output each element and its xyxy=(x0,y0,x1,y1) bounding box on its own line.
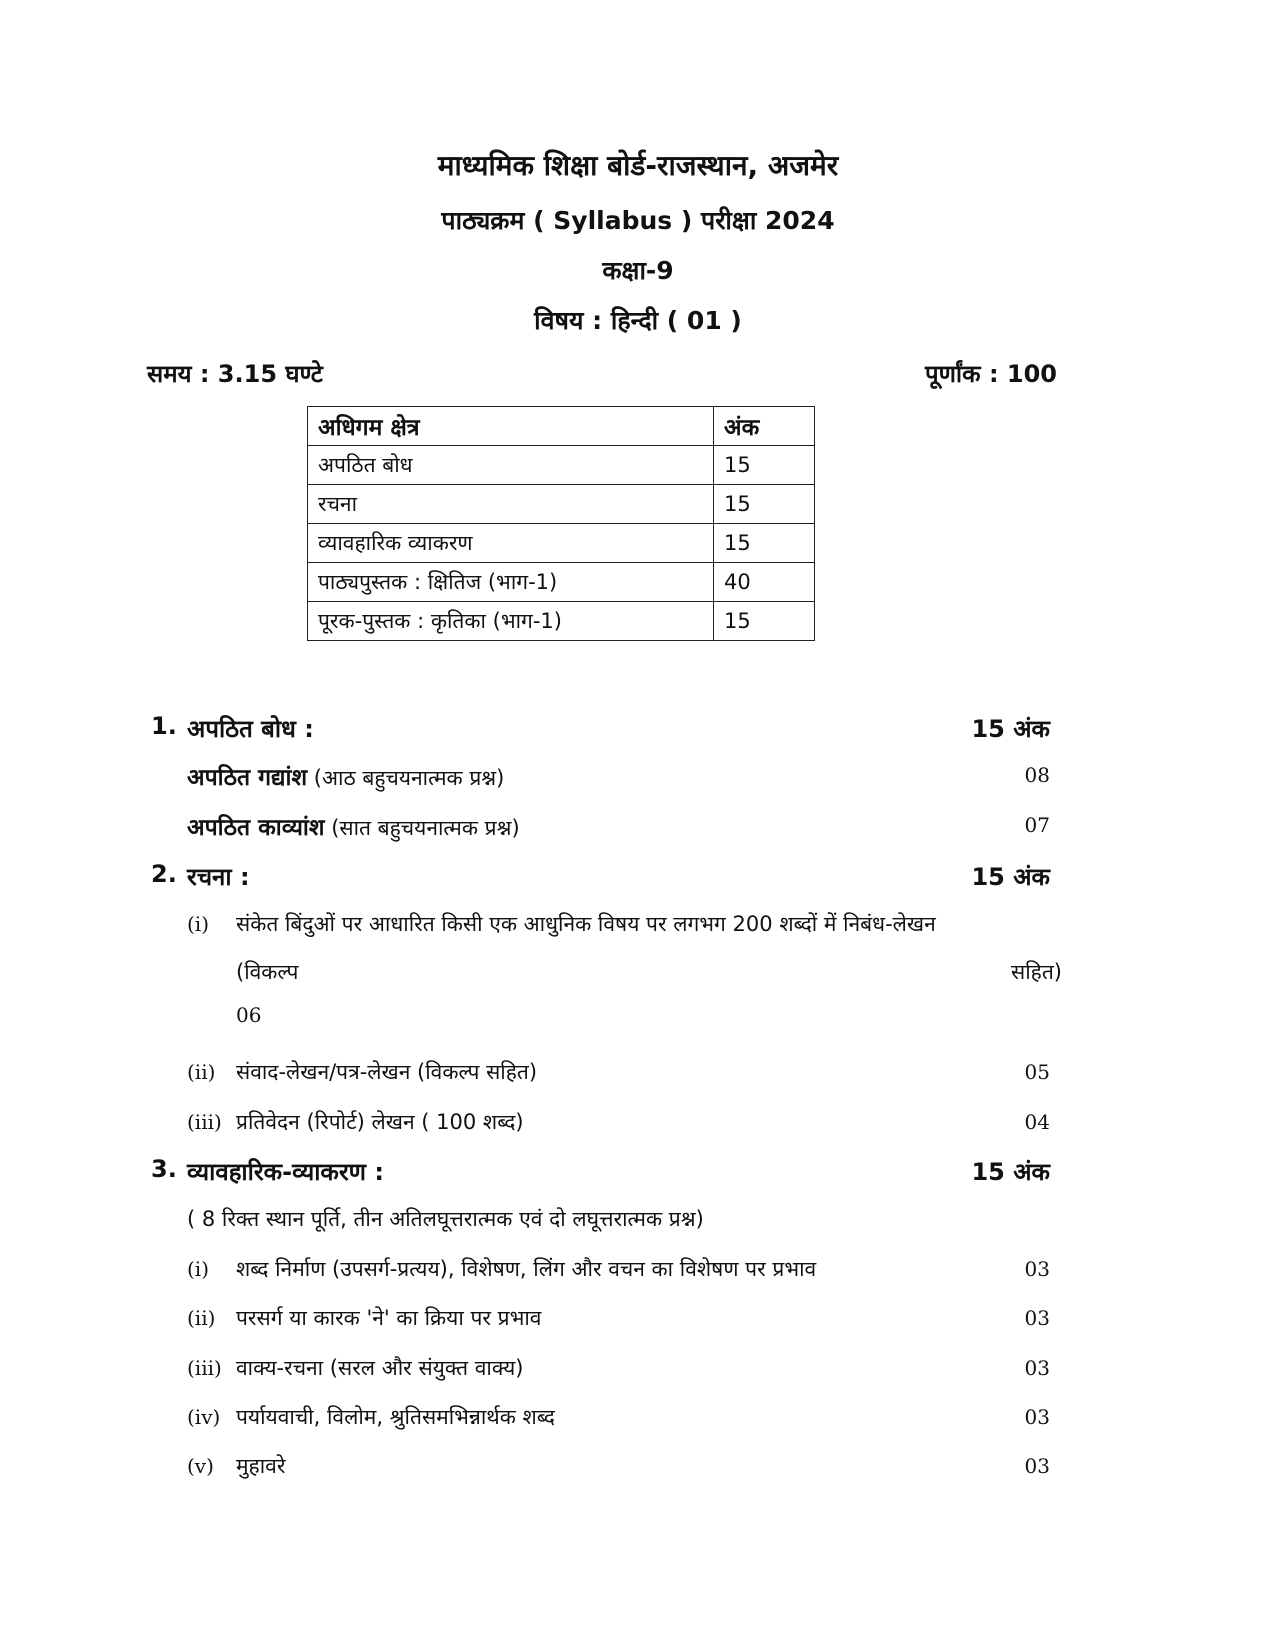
item-marks: 03 xyxy=(1024,1306,1050,1330)
table-header-row xyxy=(308,407,815,446)
area-cell: रचना xyxy=(308,485,714,524)
list-item xyxy=(187,760,504,792)
total-marks: पूर्णांक : 100 xyxy=(924,360,1057,388)
item-marks: 08 xyxy=(1024,763,1050,787)
area-cell: व्यावहारिक व्याकरण xyxy=(308,524,714,563)
marks-distribution-table xyxy=(307,406,815,641)
item-text: शब्द निर्माण (उपसर्ग-प्रत्यय), विशेषण, लिंग और वचन का विशेषण पर प्रभाव xyxy=(236,1257,817,1281)
marks-cell: 15 xyxy=(714,524,815,563)
item-marks: 03 xyxy=(1024,1257,1050,1281)
section-2-number: 2. xyxy=(151,860,177,888)
table-row xyxy=(308,524,815,563)
item-text: परसर्ग या कारक 'ने' का क्रिया पर प्रभाव xyxy=(236,1306,542,1330)
section-3-title: व्यावहारिक-व्याकरण : xyxy=(187,1158,384,1186)
marks-cell: 15 xyxy=(714,602,815,641)
table-row xyxy=(308,602,815,641)
item-text-continued: (विकल्प xyxy=(236,960,299,984)
item-heading: अपठित काव्यांश xyxy=(187,815,325,841)
exam-time: समय : 3.15 घण्टे xyxy=(147,360,323,388)
section-2-marks: 15 अंक xyxy=(971,863,1050,891)
table-row xyxy=(308,563,815,602)
item-marks: 03 xyxy=(1024,1454,1050,1478)
item-label: (i) xyxy=(187,1257,210,1281)
item-text: प्रतिवेदन (रिपोर्ट) लेखन ( 100 शब्द) xyxy=(236,1110,524,1134)
section-3-number: 3. xyxy=(151,1155,177,1183)
item-text: वाक्य-रचना (सरल और संयुक्त वाक्य) xyxy=(236,1356,524,1380)
section-1-title: अपठित बोध : xyxy=(187,715,314,743)
item-heading: अपठित गद्यांश xyxy=(187,765,308,791)
section-1-number: 1. xyxy=(151,712,177,740)
section-1-marks: 15 अंक xyxy=(971,715,1050,743)
section-2-title: रचना : xyxy=(187,863,250,891)
item-marks: 03 xyxy=(1024,1405,1050,1429)
item-marks: 06 xyxy=(236,1003,262,1027)
item-text-continued-right: सहित) xyxy=(1011,960,1062,984)
table-row xyxy=(308,446,815,485)
item-text: (सात बहुचयनात्मक प्रश्न) xyxy=(331,816,520,840)
area-cell: पाठ्यपुस्तक : क्षितिज (भाग-1) xyxy=(308,563,714,602)
table-row xyxy=(308,485,815,524)
item-text: संकेत बिंदुओं पर आधारित किसी एक आधुनिक विषय पर लगभग 200 शब्दों में निबंध-लेखन xyxy=(236,912,936,936)
column-header-marks: अंक xyxy=(714,407,815,446)
item-label: (v) xyxy=(187,1454,214,1478)
class-title: कक्षा-9 xyxy=(602,256,674,285)
item-marks: 07 xyxy=(1024,813,1050,837)
area-cell: अपठित बोध xyxy=(308,446,714,485)
board-title: माध्यमिक शिक्षा बोर्ड-राजस्थान, अजमेर xyxy=(437,149,839,182)
item-label: (ii) xyxy=(187,1306,216,1330)
item-marks: 03 xyxy=(1024,1356,1050,1380)
item-label: (iii) xyxy=(187,1110,222,1134)
item-marks: 05 xyxy=(1024,1060,1050,1084)
item-text: संवाद-लेखन/पत्र-लेखन (विकल्प सहित) xyxy=(236,1060,538,1084)
section-3-note: ( 8 रिक्त स्थान पूर्ति, तीन अतिलघूत्तरात्मक एवं दो लघूत्तरात्मक प्रश्न) xyxy=(187,1207,704,1231)
item-label: (iii) xyxy=(187,1356,222,1380)
marks-cell: 15 xyxy=(714,485,815,524)
subject-title: विषय : हिन्दी ( 01 ) xyxy=(534,306,742,335)
list-item xyxy=(187,810,520,842)
item-text: पर्यायवाची, विलोम, श्रुतिसमभिन्नार्थक शब्द xyxy=(236,1405,555,1429)
section-3-marks: 15 अंक xyxy=(971,1158,1050,1186)
item-marks: 04 xyxy=(1024,1110,1050,1134)
item-text: (आठ बहुचयनात्मक प्रश्न) xyxy=(313,766,505,790)
item-label: (i) xyxy=(187,912,210,936)
marks-cell: 15 xyxy=(714,446,815,485)
item-text: मुहावरे xyxy=(236,1454,286,1478)
item-label: (ii) xyxy=(187,1060,216,1084)
area-cell: पूरक-पुस्तक : कृतिका (भाग-1) xyxy=(308,602,714,641)
column-header-area: अधिगम क्षेत्र xyxy=(308,407,714,446)
item-label: (iv) xyxy=(187,1405,221,1429)
syllabus-title: पाठ्यक्रम ( Syllabus ) परीक्षा 2024 xyxy=(441,206,835,235)
marks-cell: 40 xyxy=(714,563,815,602)
